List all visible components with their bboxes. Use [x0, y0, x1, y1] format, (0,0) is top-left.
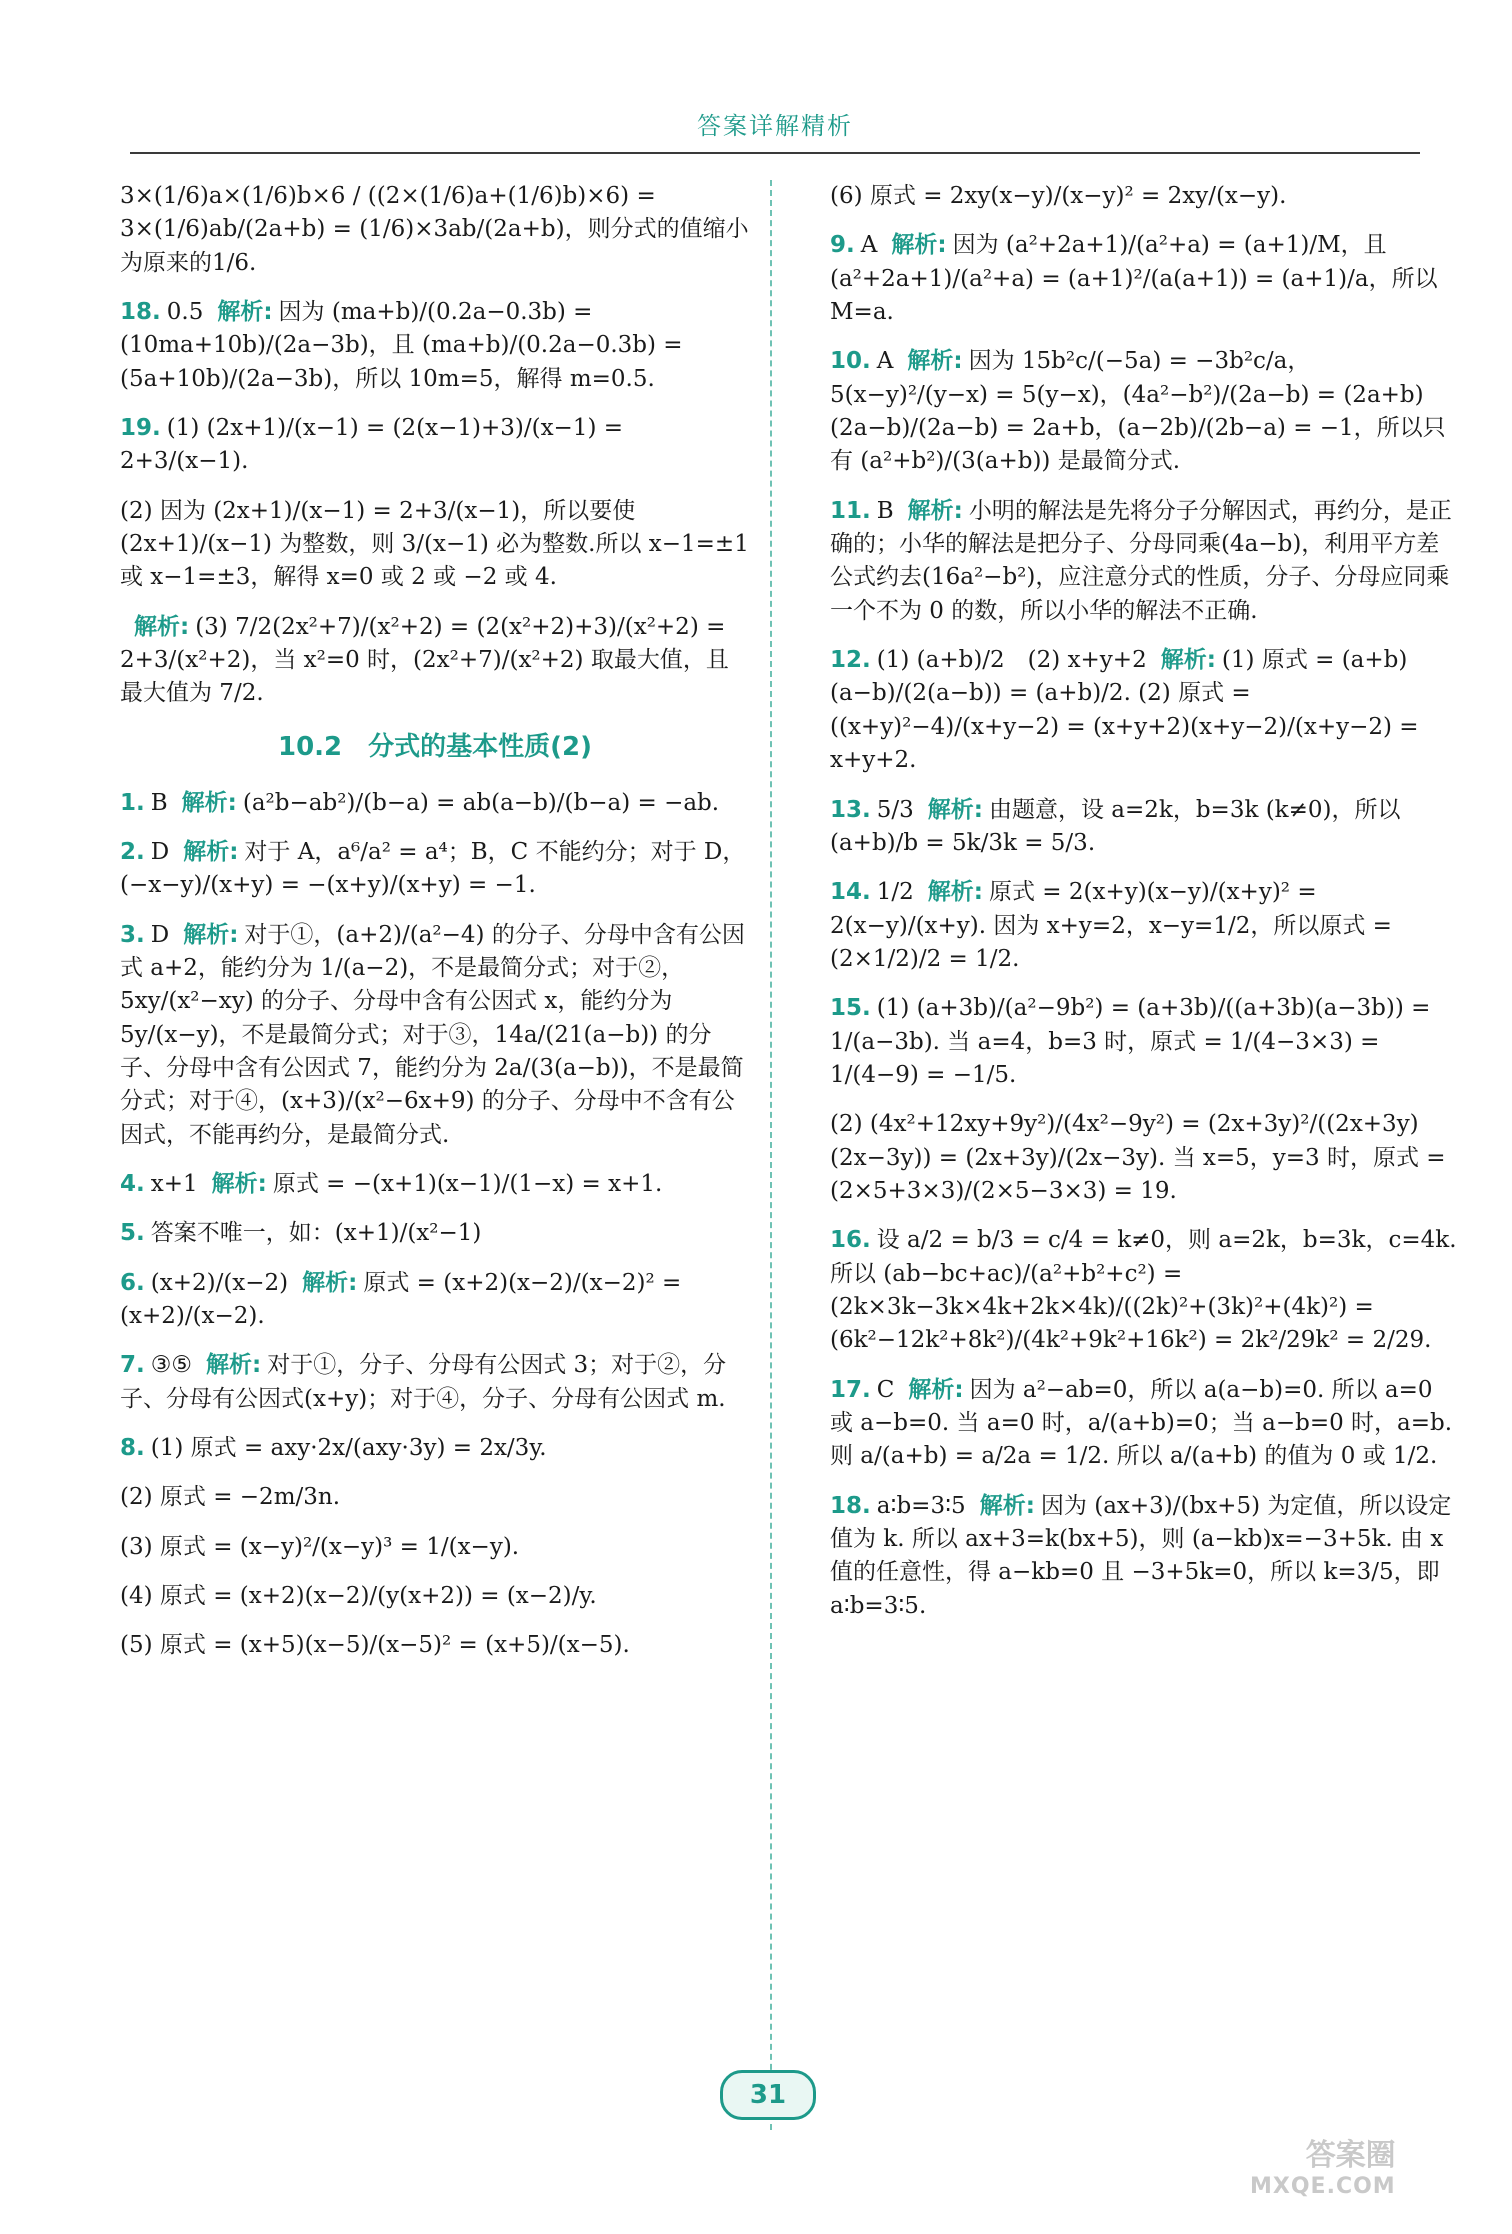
- answer-item: [830, 1108, 1460, 1208]
- answer-value: (x+2)/(x−2): [150, 1269, 289, 1296]
- answer-item: [120, 296, 750, 396]
- question-number: 9.: [830, 232, 855, 259]
- answer-value: D: [150, 838, 170, 865]
- answer-item: [120, 1168, 750, 1201]
- answer-value: B: [150, 789, 168, 816]
- answer-value: (1) (a+b)/2 (2) x+y+2: [876, 647, 1147, 674]
- answer-item: [120, 1349, 750, 1416]
- answer-item: [830, 1374, 1460, 1474]
- answer-text: 因为 a²−ab=0，所以 a(a−b)=0. 所以 a=0 或 a−b=0. 当 a=0 时，a/(a+b)=0；当 a−b=0 时，a=b. 则 a/(a+b) = a/2a = 1/2. 所以 a/(a+b) 的值为 0 或 1/2.: [830, 1376, 1453, 1470]
- answer-text: (1) 原式 = axy·2x/(axy·3y) = 2x/3y.: [150, 1435, 547, 1461]
- question-number: 1.: [120, 789, 145, 816]
- answer-item: [120, 495, 750, 595]
- analysis-label: 解析:: [183, 921, 239, 948]
- answer-text: (a²b−ab²)/(b−a) = ab(a−b)/(b−a) = −ab.: [242, 789, 720, 816]
- header-title: 答案详解精析: [697, 112, 853, 140]
- right-column: [830, 180, 1460, 1639]
- answer-value: ③⑤: [150, 1352, 192, 1379]
- answer-item: [120, 180, 750, 280]
- answer-text: 对于 A，a⁶/a² = a⁴；B，C 不能约分；对于 D，(−x−y)/(x+y) = −(x+y)/(x+y) = −1.: [120, 838, 746, 899]
- answer-text: 小明的解法是先将分子分解因式，再约分，是正确的；小华的解法是把分子、分母同乘(4a−b)，利用平方差公式约去(16a²−b²)，应注意分式的性质，分子、分母应同乘一个不为 0 的数，所以小华的解法不正确.: [830, 497, 1452, 624]
- column-divider: [770, 180, 772, 2130]
- answer-text: (6) 原式 = 2xy(x−y)/(x−y)² = 2xy/(x−y).: [830, 183, 1287, 209]
- answer-item: [120, 787, 750, 820]
- analysis-label: 解析:: [181, 789, 237, 816]
- analysis-label: 解析:: [908, 1376, 964, 1403]
- answer-value: A: [860, 232, 878, 259]
- answer-value: A: [876, 348, 894, 375]
- answer-text: 由题意，设 a=2k，b=3k (k≠0)，所以 (a+b)/b = 5k/3k = 5/3.: [830, 796, 1401, 856]
- left-column: [120, 180, 750, 1679]
- question-number: 4.: [120, 1170, 145, 1197]
- answer-text: (1) (2x+1)/(x−1) = (2(x−1)+3)/(x−1) = 2+3/(x−1).: [120, 415, 624, 475]
- question-number: 16.: [830, 1227, 871, 1254]
- answer-item: [120, 1481, 750, 1514]
- analysis-label: 解析:: [302, 1269, 358, 1296]
- answer-text: 对于①，(a+2)/(a²−4) 的分子、分母中含有公因式 a+2，能约分为 1/(a−2)，不是最简分式；对于②，5xy/(x²−xy) 的分子、分母中含有公因式 x，能约分为 5y/(x−y)，不是最简分式；对于③，14a/(21(a−b)) 的分子、分母中含有公因式 7，能约分为 2a/(3(a−b))，不是最简分式；对于④，(x+3)/(x²−6x+9) 的分子、分母中不含有公因式，不能再约分，是最简分式.: [120, 921, 745, 1148]
- answer-text: 原式 = (x+2)(x−2)/(x−2)² = (x+2)/(x−2).: [120, 1269, 682, 1329]
- answer-value: x+1: [150, 1170, 198, 1197]
- question-number: 6.: [120, 1269, 145, 1296]
- answer-text-cont: (2x²+7)/(x²+2) = (2(x²+2)+3)/(x²+2) = 2+3/(x²+2)，当 x²=0 时，(2x²+7)/(x²+2) 取最大值，且最大值为 7/2.: [120, 613, 729, 707]
- answer-item: [120, 836, 750, 903]
- question-number: 15.: [830, 995, 871, 1022]
- answer-text: (3) 原式 = (x−y)²/(x−y)³ = 1/(x−y).: [120, 1533, 520, 1560]
- answer-item: [830, 495, 1460, 628]
- question-number: 12.: [830, 647, 871, 674]
- answer-text: (1) (a+3b)/(a²−9b²) = (a+3b)/((a+3b)(a−3b)) = 1/(a−3b). 当 a=4，b=3 时，原式 = 1/(4−3×3) = 1/(4−9) = −1/5.: [830, 995, 1431, 1088]
- watermark-logo: [1250, 2130, 1396, 2199]
- page-header: [130, 102, 1420, 154]
- answer-text: 因为 (a²+2a+1)/(a²+a) = (a+1)/M，且 (a²+2a+1)/(a²+a) = (a+1)²/(a(a+1)) = (a+1)/a，所以 M=a.: [830, 232, 1438, 326]
- analysis-label: 解析:: [927, 796, 983, 823]
- answer-value: C: [876, 1376, 895, 1403]
- question-number: 13.: [830, 796, 871, 823]
- question-number: 2.: [120, 838, 145, 865]
- question-number: 7.: [120, 1352, 145, 1379]
- answer-text: (3) 7/2: [195, 613, 273, 640]
- analysis-label: 解析:: [907, 497, 963, 524]
- answer-item: [830, 794, 1460, 861]
- answer-item: [120, 1629, 750, 1662]
- answer-item: [120, 1267, 750, 1334]
- analysis-label: 解析:: [907, 348, 963, 375]
- answer-value: B: [876, 497, 894, 524]
- answer-item: [120, 1217, 750, 1250]
- answer-text: (2) (4x²+12xy+9y²)/(4x²−9y²) = (2x+3y)²/((2x+3y)(2x−3y)) = (2x+3y)/(2x−3y). 当 x=5，y=3 时，原式 = (2×5+3×3)/(2×5−3×3) = 19.: [830, 1111, 1446, 1204]
- analysis-label: 解析:: [217, 299, 273, 326]
- answer-text: 因为 (ax+3)/(bx+5) 为定值，所以设定值为 k. 所以 ax+3=k(bx+5)，则 (a−kb)x=−3+5k. 由 x 值的任意性，得 a−kb=0 且 −3+5k=0，所以 k=3/5，即 a∶b=3∶5.: [830, 1492, 1452, 1619]
- answer-item: [120, 1580, 750, 1613]
- question-number: 18.: [830, 1492, 871, 1519]
- analysis-label: 解析:: [206, 1352, 262, 1379]
- analysis-label: 解析:: [891, 232, 947, 259]
- question-number: 10.: [830, 348, 871, 375]
- answer-item: [830, 345, 1460, 478]
- answer-text: 对于①，分子、分母有公因式 3；对于②，分子、分母有公因式(x+y)；对于④，分子、分母有公因式 m.: [120, 1352, 727, 1412]
- answer-item: [830, 876, 1460, 976]
- watermark-url: MXQE.COM: [1250, 2174, 1396, 2199]
- answer-item: [120, 1531, 750, 1564]
- answer-value: D: [150, 921, 170, 948]
- answer-text: 因为 15b²c/(−5a) = −3b²c/a，5(x−y)²/(y−x) = 5(y−x)，(4a²−b²)/(2a−b) = (2a+b)(2a−b)/(2a−b) = 2a+b，(a−2b)/(2b−a) = −1，所以只有 (a²+b²)/(3(a+b)) 是最简分式.: [830, 348, 1446, 475]
- answer-item: [120, 919, 750, 1152]
- answer-item: [120, 611, 750, 711]
- answer-text: 因为 (ma+b)/(0.2a−0.3b) = (10ma+10b)/(2a−3b)，且 (ma+b)/(0.2a−0.3b) = (5a+10b)/(2a−3b)，所以 10m=5，解得 m=0.5.: [120, 299, 683, 392]
- question-number: 17.: [830, 1376, 871, 1403]
- page-number: 31: [720, 2070, 816, 2120]
- answer-text: (4) 原式 = (x+2)(x−2)/(y(x+2)) = (x−2)/y.: [120, 1583, 597, 1610]
- answer-item: [830, 644, 1460, 777]
- answer-item: [120, 1432, 750, 1465]
- answer-text: (1) 原式 = (a+b)(a−b)/(2(a−b)) = (a+b)/2. (2) 原式 = ((x+y)²−4)/(x+y−2) = (x+y+2)(x+y−2)/(x+y−2) = x+y+2.: [830, 647, 1419, 774]
- analysis-label: 解析:: [979, 1492, 1035, 1519]
- answer-item: [830, 1490, 1460, 1623]
- answer-text: 3×(1/6)a×(1/6)b×6 / ((2×(1/6)a+(1/6)b)×6) = 3×(1/6)ab/(2a+b) = (1/6)×3ab/(2a+b)，则分式的值缩小为原来的1/6.: [120, 183, 749, 276]
- answer-text: (5) 原式 = (x+5)(x−5)/(x−5)² = (x+5)/(x−5).: [120, 1632, 630, 1659]
- answer-value: 1/2: [876, 879, 914, 906]
- answer-item: [830, 992, 1460, 1092]
- answer-text: 原式 = −(x+1)(x−1)/(1−x) = x+1.: [272, 1170, 663, 1197]
- answer-item: [830, 180, 1460, 213]
- section-title: 10.2 分式的基本性质(2): [277, 731, 592, 762]
- question-number: 18.: [120, 299, 161, 326]
- question-number: 3.: [120, 921, 145, 948]
- answer-value: a∶b=3∶5: [876, 1492, 966, 1519]
- answer-text: (2) 因为 (2x+1)/(x−1) = 2+3/(x−1)，所以要使 (2x+1)/(x−1) 为整数，则 3/(x−1) 必为整数.所以 x−1=±1 或 x−1=±3，解得 x=0 或 2 或 −2 或 4.: [120, 497, 749, 591]
- answer-value: 5/3: [876, 796, 914, 823]
- analysis-label: 解析:: [134, 613, 190, 640]
- answer-item: [830, 229, 1460, 329]
- question-number: 14.: [830, 879, 871, 906]
- question-number: 11.: [830, 497, 871, 524]
- answer-item: [830, 1224, 1460, 1357]
- answer-value: 0.5: [166, 299, 204, 326]
- watermark-text: 答案圈: [1305, 2138, 1396, 2173]
- answer-text: 原式 = 2(x+y)(x−y)/(x+y)² = 2(x−y)/(x+y). 因为 x+y=2，x−y=1/2，所以原式 = (2×1/2)/2 = 1/2.: [830, 879, 1392, 972]
- analysis-label: 解析:: [183, 838, 239, 865]
- answer-item: [120, 412, 750, 479]
- analysis-label: 解析:: [211, 1170, 267, 1197]
- analysis-label: 解析:: [927, 879, 983, 906]
- question-number: 19.: [120, 415, 161, 442]
- answer-value: 答案不唯一，如：(x+1)/(x²−1): [150, 1220, 482, 1247]
- question-number: 8.: [120, 1435, 145, 1461]
- question-number: 5.: [120, 1220, 145, 1247]
- answer-text: (2) 原式 = −2m/3n.: [120, 1484, 341, 1511]
- answer-text: 设 a/2 = b/3 = c/4 = k≠0，则 a=2k，b=3k，c=4k. 所以 (ab−bc+ac)/(a²+b²+c²) = (2k×3k−3k×4k+2k×4k)/((2k)²+(3k)²+(4k)²) = (6k²−12k²+8k²)/(4k²+9k²+16k²) = 2k²/29k² = 2/29.: [830, 1227, 1457, 1354]
- analysis-label: 解析:: [1160, 647, 1216, 674]
